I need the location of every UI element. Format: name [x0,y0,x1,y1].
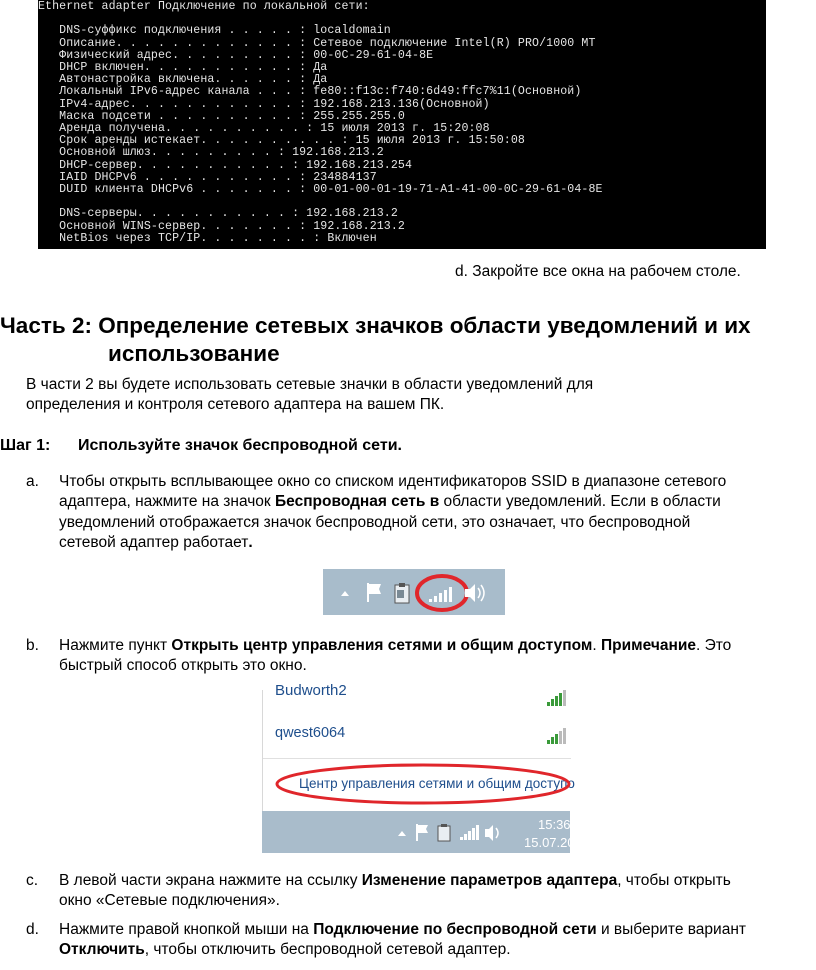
chevron-up-icon [398,831,406,836]
speaker-icon [485,825,498,841]
part2-title-line1: Часть 2: Определение сетевых значков области уведомлений и их [0,313,751,338]
console-line: DNS-серверы. . . . . . . . . . . : 192.168.213.2 [38,207,398,221]
wifi-signal-icon [460,825,479,840]
item-a-marker: a. [26,473,39,490]
step1-label: Шаг 1: [0,437,51,454]
part2-title-line2: использование [108,341,280,366]
step1-title: Используйте значок беспроводной сети. [78,437,402,454]
console-screenshot [38,0,766,249]
console-line: Локальный IPv6-адрес канала . . . : fe80::f13c:f740:6d49:ffc7%11(Основной) [38,85,582,99]
tray-icons [323,569,505,615]
item-d-line1: Нажмите правой кнопкой мыши на Подключение по беспроводной сети и выберите вариант [59,921,746,938]
taskbar-screenshot [262,811,575,853]
clipboard-icon [438,824,450,841]
item-c-line2: окно «Сетевые подключения». [59,892,280,909]
network-item-budworth2[interactable]: Budworth2 [275,682,347,699]
speaker-icon [465,584,484,602]
console-line: Основной шлюз. . . . . . . . . : 192.168.213.2 [38,146,384,160]
console-line: DUID клиента DHCPv6 . . . . . . . : 00-01-00-01-19-71-A1-41-00-0C-29-61-04-8E [38,183,603,196]
console-line: DNS-суффикс подключения . . . . . : localdomain [38,24,391,38]
clock-time[interactable]: 15:36 [538,817,571,832]
signal-strength-icon [545,728,567,746]
item-b-line2: быстрый способ открыть это окно. [59,657,307,674]
network-center-link[interactable]: Центр управления сетями и общим доступо [299,776,575,791]
wifi-signal-icon [429,587,452,602]
console-line: Срок аренды истекает. . . . . . . . . . : 15 июля 2013 г. 15:50:08 [38,134,525,148]
console-line: Маска подсети . . . . . . . . . . : 255.255.255.0 [38,109,405,123]
item-d-line2: Отключить, чтобы отключить беспроводной сетевой адаптер. [59,941,511,958]
item-c-marker: c. [26,872,39,889]
console-line: NetBios через TCP/IP. . . . . . . . : Включен [38,231,377,245]
item-d-marker: d. [26,921,39,938]
flag-icon [367,583,381,602]
flag-icon [416,824,428,841]
signal-strength-icon [545,690,567,708]
console-line: DHCP включен. . . . . . . . . . . : Да [38,61,328,74]
clipboard-icon [395,583,409,603]
chevron-up-icon [341,591,349,596]
item-c-line1: В левой части экрана нажмите на ссылку Изменение параметров адаптера, чтобы открыть [59,872,731,889]
console-line: Автонастройка включена. . . . . . : Да [38,73,328,87]
item-b-marker: b. [26,637,39,654]
item-a-line4: сетевой адаптер работает. [59,534,253,551]
console-line: IAID DHCPv6 . . . . . . . . . . . : 234884137 [38,170,377,184]
highlight-ring [273,762,573,814]
console-line: Аренда получена. . . . . . . . . . : 15 июля 2013 г. 15:20:08 [38,122,490,135]
notification-area-screenshot [323,569,505,615]
console-line: Физический адрес. . . . . . . . . : 00-0C-29-61-04-8E [38,48,434,62]
network-item-qwest6064[interactable]: qwest6064 [275,725,346,741]
console-line: Описание. . . . . . . . . . . . . : Сетевое подключение Intel(R) PRO/1000 MT [38,36,596,50]
console-line: IPv4-адрес. . . . . . . . . . . . : 192.168.213.136(Основной) [38,97,490,111]
item-a-line2: адаптера, нажмите на значок Беспроводная сеть в области уведомлений. Если в области [59,493,721,510]
divider [263,758,571,759]
console-line: Ethernet adapter Подключение по локальной сети: [38,0,370,13]
item-a-line3: уведомлений отображается значок беспроводной сети, это означает, что беспроводной [59,514,691,531]
item-a-line1: Чтобы открыть всплывающее окно со списком идентификаторов SSID в диапазоне сетевого [59,473,727,490]
part2-intro-line1: В части 2 вы будете использовать сетевые значки в области уведомлений для [26,376,594,393]
part2-intro-line2: определения и контроля сетевого адаптера на вашем ПК. [26,396,445,413]
step-close-windows: d. Закройте все окна на рабочем столе. [455,263,741,280]
console-line: Основной WINS-сервер. . . . . . . : 192.168.213.2 [38,219,405,233]
console-line: DHCP-сервер. . . . . . . . . . . : 192.168.213.254 [38,158,413,172]
clock-date[interactable]: 15.07.20 [524,835,575,850]
item-b-line1: Нажмите пункт Открыть центр управления сетями и общим доступом. Примечание. Это [59,637,732,654]
